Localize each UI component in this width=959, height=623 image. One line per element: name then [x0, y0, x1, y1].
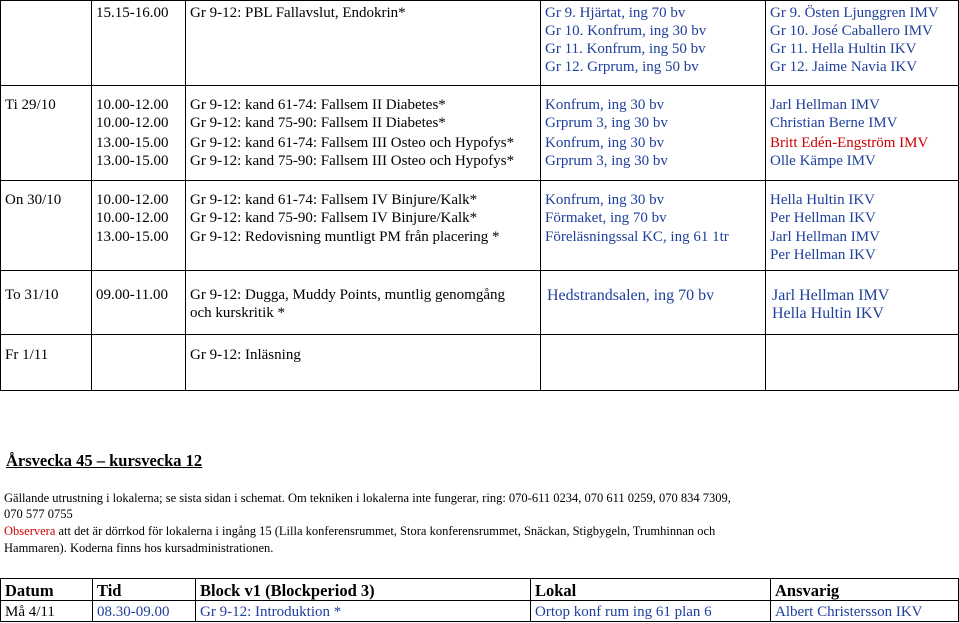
tuesday-activity: Gr 9-12: kand 61-74: Fallsem III Osteo och Hypofys* — [190, 135, 515, 151]
top-block-responsible: Gr 12. Jaime Navia IKV — [770, 59, 918, 75]
table2-cell-ansvarig: Albert Christersson IKV — [775, 604, 923, 620]
grid-vline — [770, 578, 771, 622]
wednesday-day: On 30/10 — [5, 192, 62, 208]
tuesday-time: 10.00-12.00 — [96, 115, 169, 131]
grid-hline — [0, 270, 959, 271]
wednesday-responsible: Hella Hultin IKV — [770, 192, 875, 208]
top-block-location: Gr 12. Grprum, ing 50 bv — [545, 59, 699, 75]
tuesday-time: 13.00-15.00 — [96, 153, 169, 169]
week-heading-suffix: kursvecka 12 — [109, 451, 203, 470]
tuesday-responsible: Olle Kämpe IMV — [770, 153, 876, 169]
thursday-responsible: Hella Hultin IKV — [772, 305, 884, 322]
observera-label: Observera — [4, 524, 56, 538]
week-heading — [6, 451, 202, 471]
thursday-responsible: Jarl Hellman IMV — [772, 287, 890, 304]
top-block-time: 15.15-16.00 — [96, 5, 169, 21]
top-block-activity: Gr 9-12: PBL Fallavslut, Endokrin* — [190, 5, 406, 21]
notes-line: Hammaren). Koderna finns hos kursadministrationen. — [4, 541, 274, 555]
notes-observera-text: att det är dörrkod för lokalerna i ingång 15 (Lilla konferensrummet, Stora konferensrummet, Snäckan, Stigbygeln, Trumhinnan och — [55, 524, 716, 538]
tuesday-time: 10.00-12.00 — [96, 97, 169, 113]
grid-hline — [0, 578, 959, 579]
tuesday-location: Konfrum, ing 30 bv — [545, 135, 665, 151]
grid-hline — [0, 334, 959, 335]
grid-vline — [0, 578, 1, 622]
notes-line: Gällande utrustning i lokalerna; se sista sidan i schemat. Om tekniken i lokalerna inte fungerar, ring: 070-611 0234, 070 611 0259, 070 834 7309, — [4, 491, 731, 505]
top-block-responsible: Gr 11. Hella Hultin IKV — [770, 41, 917, 57]
table2-header-datum: Datum — [5, 581, 54, 600]
wednesday-location: Förmaket, ing 70 bv — [545, 210, 667, 226]
tuesday-day: Ti 29/10 — [5, 97, 56, 113]
top-block-location: Gr 10. Konfrum, ing 30 bv — [545, 23, 707, 39]
grid-vline — [530, 578, 531, 622]
tuesday-time: 13.00-15.00 — [96, 135, 169, 151]
tuesday-location: Grprum 3, ing 30 bv — [545, 153, 668, 169]
friday-activity: Gr 9-12: Inläsning — [190, 347, 301, 363]
table2-cell-tid: 08.30-09.00 — [97, 604, 170, 620]
table2-header-lokal: Lokal — [535, 581, 577, 600]
top-block-responsible: Gr 9. Östen Ljunggren IMV — [770, 5, 939, 21]
table2-header-ansvarig: Ansvarig — [775, 581, 840, 600]
wednesday-afternoon-time: 13.00-15.00 — [96, 229, 169, 245]
grid-hline — [0, 180, 959, 181]
wednesday-location: Konfrum, ing 30 bv — [545, 192, 665, 208]
grid-vline — [92, 578, 93, 622]
wednesday-afternoon-location: Föreläsningssal KC, ing 61 1tr — [545, 229, 729, 245]
thursday-activity: och kurskritik * — [190, 305, 285, 321]
grid-hline — [0, 621, 959, 622]
table2-header-tid: Tid — [97, 581, 122, 600]
tuesday-responsible: Christian Berne IMV — [770, 115, 898, 131]
top-block-location: Gr 9. Hjärtat, ing 70 bv — [545, 5, 686, 21]
tuesday-activity: Gr 9-12: kand 75-90: Fallsem III Osteo och Hypofys* — [190, 153, 515, 169]
grid-vline — [540, 0, 541, 391]
wednesday-activity: Gr 9-12: kand 75-90: Fallsem IV Binjure/Kalk* — [190, 210, 478, 226]
week-heading-prefix: Årsvecka 45 – — [6, 451, 110, 470]
tuesday-activity: Gr 9-12: kand 75-90: Fallsem II Diabetes* — [190, 115, 446, 131]
grid-vline — [195, 578, 196, 622]
thursday-activity: Gr 9-12: Dugga, Muddy Points, muntlig genomgång — [190, 287, 505, 303]
wednesday-afternoon-responsible: Per Hellman IKV — [770, 247, 876, 263]
tuesday-responsible: Jarl Hellman IMV — [770, 97, 880, 113]
tuesday-location: Grprum 3, ing 30 bv — [545, 115, 668, 131]
friday-day: Fr 1/11 — [5, 347, 49, 363]
wednesday-time: 10.00-12.00 — [96, 192, 169, 208]
grid-hline — [0, 85, 959, 86]
grid-vline — [91, 0, 92, 391]
thursday-day: To 31/10 — [5, 287, 59, 303]
notes-line: 070 577 0755 — [4, 507, 73, 521]
table2-cell-lokal: Ortop konf rum ing 61 plan 6 — [535, 604, 712, 620]
top-block-responsible: Gr 10. José Caballero IMV — [770, 23, 933, 39]
grid-hline — [0, 390, 959, 391]
wednesday-activity: Gr 9-12: kand 61-74: Fallsem IV Binjure/Kalk* — [190, 192, 478, 208]
tuesday-activity: Gr 9-12: kand 61-74: Fallsem II Diabetes* — [190, 97, 446, 113]
thursday-location: Hedstrandsalen, ing 70 bv — [547, 287, 715, 304]
wednesday-afternoon-activity: Gr 9-12: Redovisning muntligt PM från placering * — [190, 229, 500, 245]
table2-cell-block: Gr 9-12: Introduktion * — [200, 604, 342, 620]
top-block-location: Gr 11. Konfrum, ing 50 bv — [545, 41, 706, 57]
wednesday-responsible: Per Hellman IKV — [770, 210, 876, 226]
table2-cell-datum: Må 4/11 — [5, 604, 55, 620]
tuesday-responsible: Britt Edén-Engström IMV — [770, 135, 929, 151]
grid-vline — [765, 0, 766, 391]
tuesday-location: Konfrum, ing 30 bv — [545, 97, 665, 113]
notes-observera — [4, 523, 715, 539]
wednesday-time: 10.00-12.00 — [96, 210, 169, 226]
table2-header-block: Block v1 (Blockperiod 3) — [200, 581, 375, 600]
wednesday-afternoon-responsible: Jarl Hellman IMV — [770, 229, 880, 245]
thursday-time: 09.00-11.00 — [96, 287, 168, 303]
grid-vline — [0, 0, 1, 391]
grid-vline — [185, 0, 186, 391]
grid-hline — [0, 0, 959, 1]
